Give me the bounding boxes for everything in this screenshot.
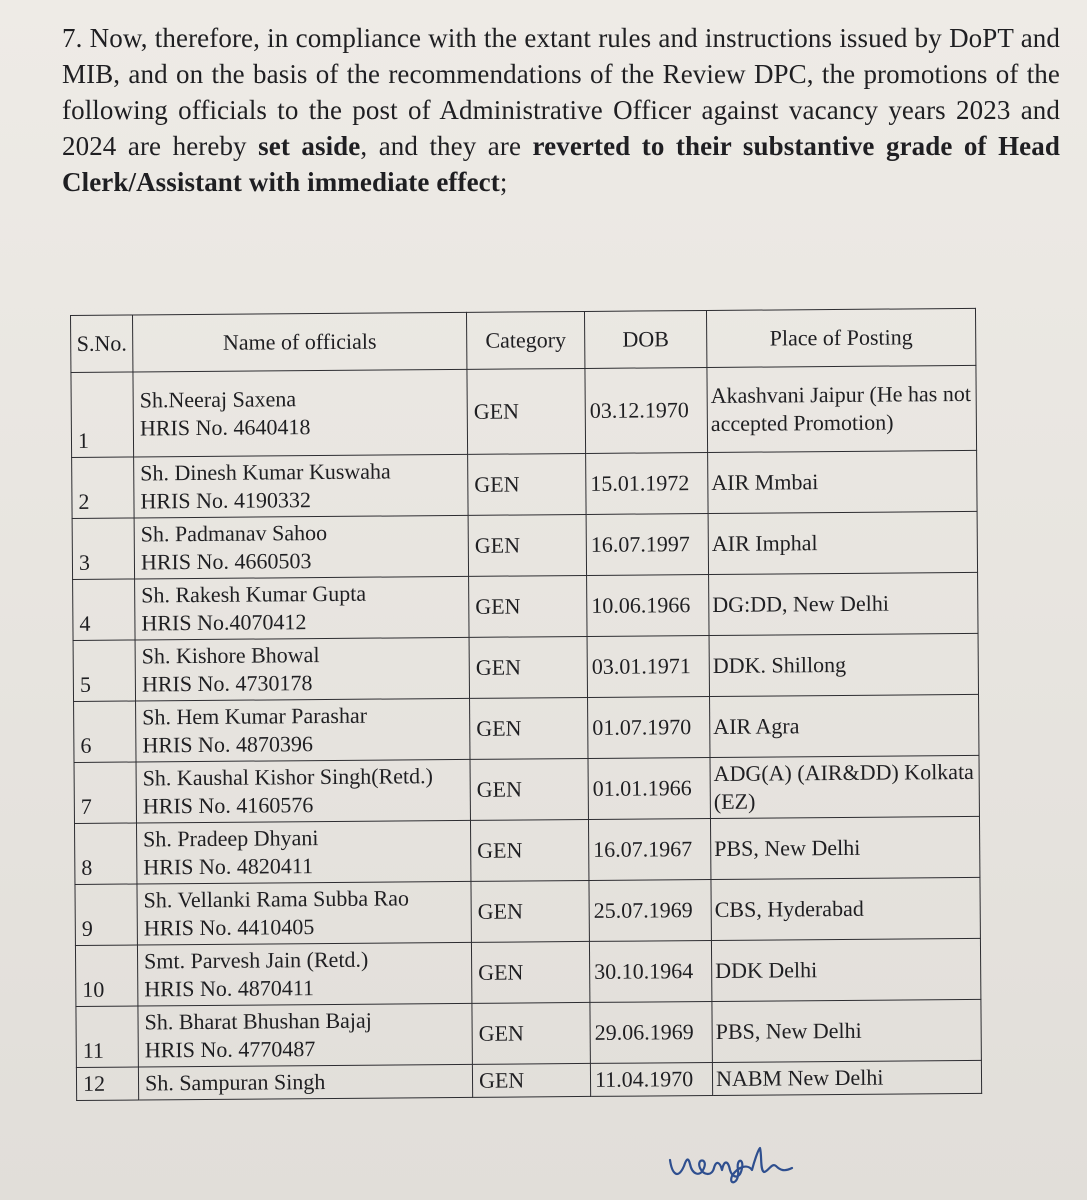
paragraph-text-3: ; [499, 167, 508, 197]
cell-place: AIR Agra [710, 694, 979, 757]
cell-dob: 30.10.1964 [589, 940, 711, 1002]
table-row [74, 755, 979, 823]
table-row [74, 816, 979, 884]
official-name: Sh. Bharat Bhushan Bajaj [144, 1007, 372, 1035]
paragraph-bold-1: set aside [258, 131, 361, 161]
cell-sno: 4 [73, 579, 135, 640]
table-row [73, 572, 978, 640]
cell-sno: 11 [76, 1006, 138, 1067]
header-name: Name of officials [133, 312, 467, 372]
cell-dob: 11.04.1970 [590, 1062, 712, 1096]
cell-dob: 15.01.1972 [586, 452, 708, 514]
cell-place: NABM New Delhi [712, 1060, 981, 1095]
header-sno: S.No. [71, 315, 133, 372]
cell-dob: 29.06.1969 [590, 1001, 712, 1063]
official-hris: HRIS No. 4770487 [144, 1036, 316, 1063]
official-hris: HRIS No.4070412 [141, 609, 307, 636]
table-row [71, 365, 977, 457]
official-name: Sh. Rakesh Kumar Gupta [141, 580, 367, 608]
official-hris: HRIS No. 4410405 [143, 914, 315, 941]
official-name: Sh. Sampuran Singh [144, 1069, 326, 1096]
cell-place: CBS, Hyderabad [711, 877, 980, 940]
official-hris: HRIS No. 4730178 [141, 670, 313, 697]
official-name: Sh. Vellanki Rama Subba Rao [143, 885, 410, 913]
cell-place: AIR Imphal [708, 511, 977, 574]
cell-dob: 10.06.1966 [587, 574, 709, 636]
cell-name [135, 637, 469, 701]
cell-sno: 9 [75, 884, 137, 945]
official-hris: HRIS No. 4190332 [140, 487, 312, 514]
cell-place: Akashvani Jaipur (He has not accepted Promotion) [707, 365, 977, 452]
table-row [75, 877, 980, 945]
cell-category: GEN [472, 1002, 590, 1064]
paragraph-bold-2: reverted to their substantive grade of Head Clerk/Assistant with immediate effect [62, 131, 1060, 197]
cell-name [134, 454, 468, 518]
cell-category: GEN [472, 1063, 590, 1097]
cell-category: GEN [470, 758, 588, 820]
cell-name [138, 1064, 472, 1100]
table-row [73, 633, 978, 701]
cell-name [135, 576, 469, 640]
cell-sno: 10 [75, 945, 137, 1006]
table-row [72, 511, 977, 579]
cell-sno: 2 [72, 457, 134, 518]
cell-dob: 16.07.1997 [586, 513, 708, 575]
header-dob: DOB [584, 311, 706, 369]
header-category: Category [466, 311, 584, 369]
official-hris: HRIS No. 4870411 [144, 975, 315, 1002]
official-hris: HRIS No. 4640418 [139, 414, 311, 441]
officials-table-wrapper [70, 308, 986, 1101]
cell-sno: 12 [76, 1067, 138, 1100]
cell-name [133, 369, 468, 457]
official-name: Sh.Neeraj Saxena [139, 386, 297, 413]
official-name: Sh. Padmanav Sahoo [140, 519, 328, 547]
cell-category: GEN [469, 636, 587, 698]
cell-dob: 01.07.1970 [588, 696, 710, 758]
cell-sno: 1 [71, 372, 134, 457]
handwritten-signature [666, 1140, 796, 1188]
cell-place: ADG(A) (AIR&DD) Kolkata (EZ) [710, 755, 979, 818]
header-place: Place of Posting [706, 308, 975, 367]
official-hris: HRIS No. 4870396 [142, 731, 313, 758]
table-header-row [71, 308, 976, 372]
cell-name [134, 515, 468, 579]
official-name: Smt. Parvesh Jain (Retd.) [143, 946, 369, 974]
officials-table [70, 308, 982, 1101]
cell-sno: 5 [73, 640, 135, 701]
cell-sno: 8 [74, 823, 136, 884]
cell-name [137, 881, 471, 945]
cell-place: DDK Delhi [711, 938, 980, 1001]
table-row [76, 999, 981, 1067]
table-row [75, 938, 980, 1006]
cell-dob: 03.12.1970 [585, 367, 708, 453]
paragraph-7 [62, 20, 1060, 200]
cell-category: GEN [470, 697, 588, 759]
official-hris: HRIS No. 4820411 [143, 853, 314, 880]
cell-category: GEN [468, 453, 586, 515]
table-row [76, 1060, 981, 1100]
cell-place: AIR Mmbai [708, 450, 977, 513]
paragraph-text-2: , and they are [360, 131, 533, 161]
cell-dob: 25.07.1969 [589, 879, 711, 941]
cell-name [136, 820, 470, 884]
table-row [72, 450, 977, 518]
cell-name [138, 1003, 472, 1067]
cell-category: GEN [468, 514, 586, 576]
cell-category: GEN [467, 368, 586, 454]
official-name: Sh. Kaushal Kishor Singh(Retd.) [142, 763, 433, 791]
cell-sno: 6 [74, 701, 136, 762]
cell-sno: 7 [74, 762, 136, 823]
cell-category: GEN [471, 941, 589, 1003]
cell-category: GEN [469, 575, 587, 637]
cell-sno: 3 [72, 518, 134, 579]
cell-category: GEN [471, 880, 589, 942]
official-name: Sh. Pradeep Dhyani [143, 825, 319, 852]
cell-name [137, 942, 471, 1006]
cell-place: PBS, New Delhi [712, 999, 981, 1062]
paragraph-text-1: 7. Now, therefore, in compliance with the extant rules and instructions issued by DoPT and MIB, and on the basis of the recommendations of the Review DPC, the promotions of the following officials to the post of Administrative Officer against vacancy years 2023 and 2024 are hereby [62, 23, 1060, 161]
cell-name [136, 759, 470, 823]
cell-place: DDK. Shillong [709, 633, 978, 696]
cell-name [136, 698, 470, 762]
cell-category: GEN [470, 819, 588, 881]
official-name: Sh. Dinesh Kumar Kuswaha [140, 458, 391, 486]
table-row [74, 694, 979, 762]
cell-dob: 03.01.1971 [587, 635, 709, 697]
cell-place: PBS, New Delhi [710, 816, 979, 879]
cell-dob: 01.01.1966 [588, 757, 710, 819]
cell-dob: 16.07.1967 [588, 818, 710, 880]
official-name: Sh. Kishore Bhowal [141, 642, 320, 669]
official-hris: HRIS No. 4160576 [142, 792, 314, 819]
cell-place: DG:DD, New Delhi [709, 572, 978, 635]
official-hris: HRIS No. 4660503 [140, 548, 312, 575]
official-name: Sh. Hem Kumar Parashar [142, 702, 368, 730]
